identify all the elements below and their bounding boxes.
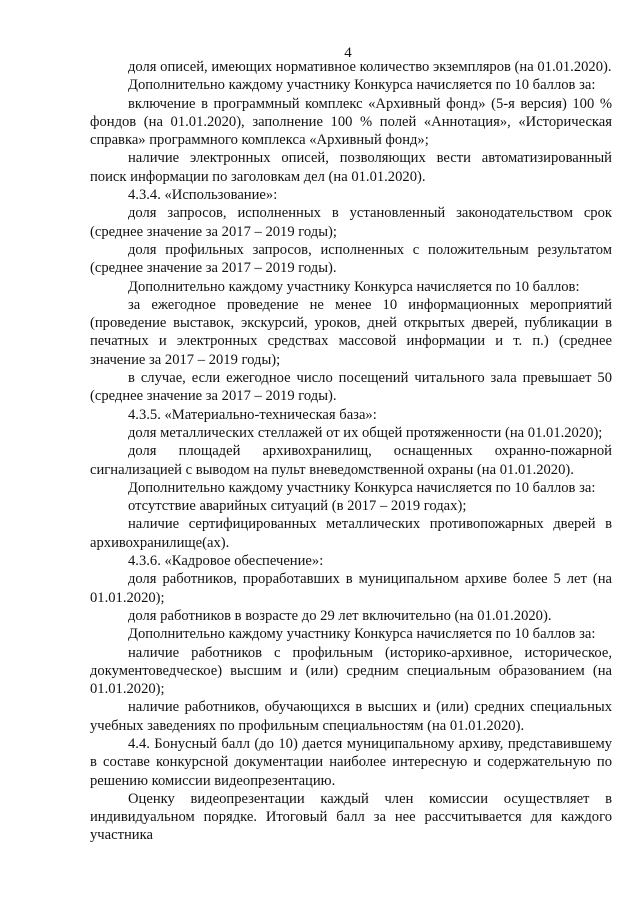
section-heading: 4.3.4. «Использование»: xyxy=(128,187,278,204)
paragraph: наличие работников с профильным (историко-архивное, историческое, документоведческое) высшим и (или) средним специальным образованием (на 01.01.2020); xyxy=(90,644,612,698)
paragraph: включение в программный комплекс «Архивный фонд» (5-я версия) 100 % фондов (на 01.01.2020), заполнение 100 % полей «Аннотация», «Историческая справка» программного комплекса «Архивный фонд»; xyxy=(90,95,612,149)
paragraph: наличие сертифицированных металлических противопожарных дверей в архивохранилище(ах). xyxy=(90,516,612,551)
paragraph: доля металлических стеллажей от их общей протяженности (на 01.01.2020); xyxy=(128,424,603,441)
paragraph: доля работников в возрасте до 29 лет включительно (на 01.01.2020). xyxy=(128,607,552,624)
paragraph: за ежегодное проведение не менее 10 информационных мероприятий (проведение выставок, экскурсий, уроков, дней открытых дверей, публикации в печатных и электронных средствах массовой информации и т. п.) (среднее значение за 2017 – 2019 годы); xyxy=(90,296,612,368)
section-heading: 4.3.6. «Кадровое обеспечение»: xyxy=(128,553,324,570)
paragraph: Дополнительно каждому участнику Конкурса начисляется по 10 баллов за: xyxy=(128,626,596,643)
paragraph: отсутствие аварийных ситуаций (в 2017 – 2019 годах); xyxy=(128,498,467,515)
paragraph: Оценку видеопрезентации каждый член комиссии осуществляет в индивидуальном порядке. Итоговый балл за нее рассчитывается для каждого участника xyxy=(90,790,612,844)
paragraph: в случае, если ежегодное число посещений читального зала превышает 50 (среднее значение за 2017 – 2019 годы). xyxy=(90,370,612,405)
paragraph: наличие электронных описей, позволяющих вести автоматизированный поиск информации по заголовкам дел (на 01.01.2020). xyxy=(90,150,612,185)
section-heading: 4.3.5. «Материально-техническая база»: xyxy=(128,406,377,423)
paragraph: доля описей, имеющих нормативное количество экземпляров (на 01.01.2020). xyxy=(128,59,612,75)
paragraph: доля профильных запросов, исполненных с положительным результатом (среднее значение за 2017 – 2019 годы). xyxy=(90,241,612,277)
paragraph: доля работников, проработавших в муниципальном архиве более 5 лет (на 01.01.2020); xyxy=(90,571,612,606)
paragraph: доля запросов, исполненных в установленный законодательством срок (среднее значение за 2017 – 2019 годы); xyxy=(90,205,612,240)
paragraph: Дополнительно каждому участнику Конкурса начисляется по 10 баллов за: xyxy=(128,77,596,94)
paragraph: Дополнительно каждому участнику Конкурса начисляется по 10 баллов: xyxy=(128,278,580,295)
paragraph: Дополнительно каждому участнику Конкурса начисляется по 10 баллов за: xyxy=(128,479,596,496)
paragraph: 4.4. Бонусный балл (до 10) дается муниципальному архиву, представившему в составе конкурсной документации наиболее интересную и содержательную по решению комиссии видеопрезентацию. xyxy=(90,735,612,789)
paragraph: доля площадей архивохранилищ, оснащенных охранно-пожарной сигнализацией с выводом на пульт вневедомственной охраны (на 01.01.2020). xyxy=(90,443,612,478)
page-number: 4 xyxy=(344,45,352,61)
paragraph: наличие работников, обучающихся в высших и (или) средних специальных учебных заведениях по профильным специальностям (на 01.01.2020). xyxy=(90,699,612,734)
document-body xyxy=(90,58,612,845)
